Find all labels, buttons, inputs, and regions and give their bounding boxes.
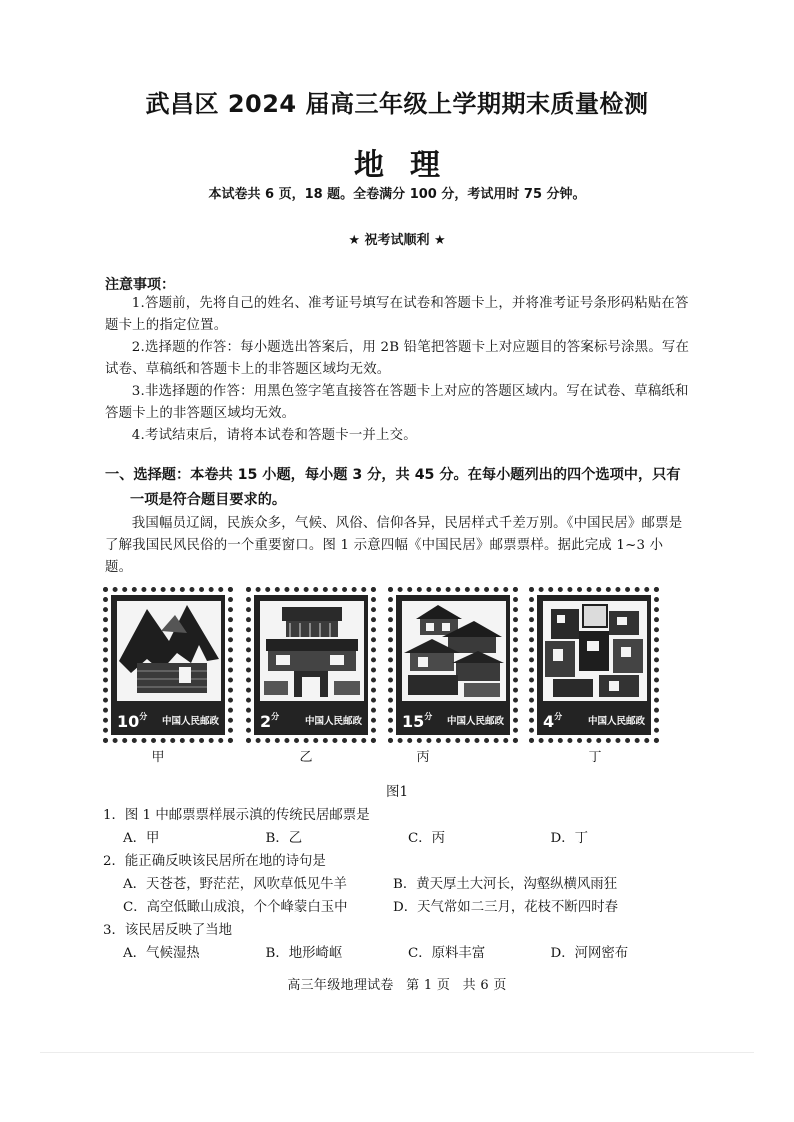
question-stem: 2．能正确反映该民居所在地的诗句是 bbox=[103, 854, 326, 869]
stamp-label-ding: 丁 bbox=[588, 750, 602, 765]
stamp-denomination: $15^分$ bbox=[402, 712, 433, 731]
material-text: 我国幅员辽阔，民族众多，气候、风俗、信仰各异，民居样式千差万别。《中国民居》邮票是了解我国民风民俗的一个重要窗口。图 1 示意四幅《中国民居》邮票票样。据此完成 1~3 小题。 bbox=[105, 516, 683, 575]
option-row bbox=[103, 942, 693, 965]
option-b: B．黄天厚土大河长，沟壑纵横风雨狂 bbox=[393, 877, 618, 892]
option-a: A．气候湿热 bbox=[123, 946, 200, 961]
question-stem: 3．该民居反映了当地 bbox=[103, 923, 233, 938]
option-b: B．乙 bbox=[265, 831, 303, 846]
footer-total: 共 6 页 bbox=[462, 978, 507, 993]
question-stem: 1．图 1 中邮票票样展示滇的传统民居邮票是 bbox=[103, 808, 370, 823]
question-list bbox=[103, 804, 693, 965]
stamp-jia bbox=[103, 587, 233, 743]
house-illustration-ding bbox=[543, 601, 647, 701]
subject-title: 地理 bbox=[354, 148, 466, 183]
question-2 bbox=[103, 850, 693, 919]
stamp-label-jia: 甲 bbox=[151, 750, 165, 765]
house-illustration-jia bbox=[117, 601, 221, 701]
notes-heading: 注意事项： bbox=[105, 277, 175, 293]
option-row bbox=[103, 873, 693, 896]
scan-divider bbox=[40, 1052, 754, 1053]
stamp-ding bbox=[529, 587, 659, 743]
footer-page: 第 1 页 bbox=[406, 978, 451, 993]
stamp-label-bing: 丙 bbox=[416, 750, 430, 765]
option-c: C．高空低瞰山成浪，个个峰蒙白玉中 bbox=[123, 900, 348, 915]
section-heading-line: 一、选择题：本卷共 15 小题，每小题 3 分，共 45 分。在每小题列出的四个选项中，只有 bbox=[105, 467, 681, 483]
notes-list bbox=[105, 293, 690, 447]
house-illustration-bing bbox=[402, 601, 506, 701]
stamp-label-yi: 乙 bbox=[299, 750, 313, 765]
stamp-postal-text: 中国人民邮政 bbox=[304, 716, 362, 727]
stamp-bing bbox=[388, 587, 518, 743]
section-heading bbox=[105, 463, 690, 513]
note-item: 3.非选择题的作答：用黑色签字笔直接答在答题卡上对应的答题区域内。写在试卷、草稿纸和答题卡上的非答题区域均无效。 bbox=[105, 384, 689, 421]
question-1 bbox=[103, 804, 693, 850]
stamp-denomination: $2^分$ bbox=[260, 712, 280, 731]
option-c: C．原料丰富 bbox=[408, 946, 486, 961]
exam-title: 武昌区 2024 届高三年级上学期期末质量检测 bbox=[145, 90, 649, 118]
option-a: A．天苍苍，野茫茫，风吹草低见牛羊 bbox=[123, 877, 347, 892]
note-item: 4.考试结束后，请将本试卷和答题卡一并上交。 bbox=[131, 428, 417, 443]
stamp-denomination: $10^分$ bbox=[117, 712, 148, 731]
option-d: D．天气常如二三月，花枝不断四时春 bbox=[393, 900, 618, 915]
option-c: C．丙 bbox=[408, 831, 446, 846]
note-item: 2.选择题的作答：每小题选出答案后，用 2B 铅笔把答题卡上对应题目的答案标号涂黑。写在试卷、草稿纸和答题卡上的非答题区域均无效。 bbox=[105, 340, 690, 377]
footer-title: 高三年级地理试卷 bbox=[287, 978, 394, 993]
option-a: A．甲 bbox=[123, 831, 160, 846]
material-intro bbox=[105, 513, 690, 579]
option-row bbox=[103, 827, 693, 850]
stamp-postal-text: 中国人民邮政 bbox=[587, 716, 645, 727]
exam-info: 本试卷共 6 页，18 题。全卷满分 100 分，考试用时 75 分钟。 bbox=[208, 187, 586, 202]
stamp-denomination: $4^分$ bbox=[543, 712, 563, 731]
option-d: D．河网密布 bbox=[550, 946, 629, 961]
section-heading-line: 一项是符合题目要求的。 bbox=[130, 492, 287, 508]
option-row bbox=[103, 896, 693, 919]
question-3 bbox=[103, 919, 693, 965]
stamp-yi bbox=[246, 587, 376, 743]
page-footer bbox=[0, 974, 794, 993]
good-luck-line: ★ 祝考试顺利 ★ bbox=[348, 233, 446, 248]
option-b: B．地形崎岖 bbox=[265, 946, 343, 961]
option-d: D．丁 bbox=[550, 831, 589, 846]
stamp-postal-text: 中国人民邮政 bbox=[446, 716, 504, 727]
figure-caption: 图1 bbox=[385, 784, 409, 800]
note-item: 1.答题前，先将自己的姓名、准考证号填写在试卷和答题卡上，并将准考证号条形码粘贴在答题卡上的指定位置。 bbox=[105, 296, 689, 333]
stamp-postal-text: 中国人民邮政 bbox=[161, 716, 219, 727]
house-illustration-yi bbox=[260, 601, 364, 701]
